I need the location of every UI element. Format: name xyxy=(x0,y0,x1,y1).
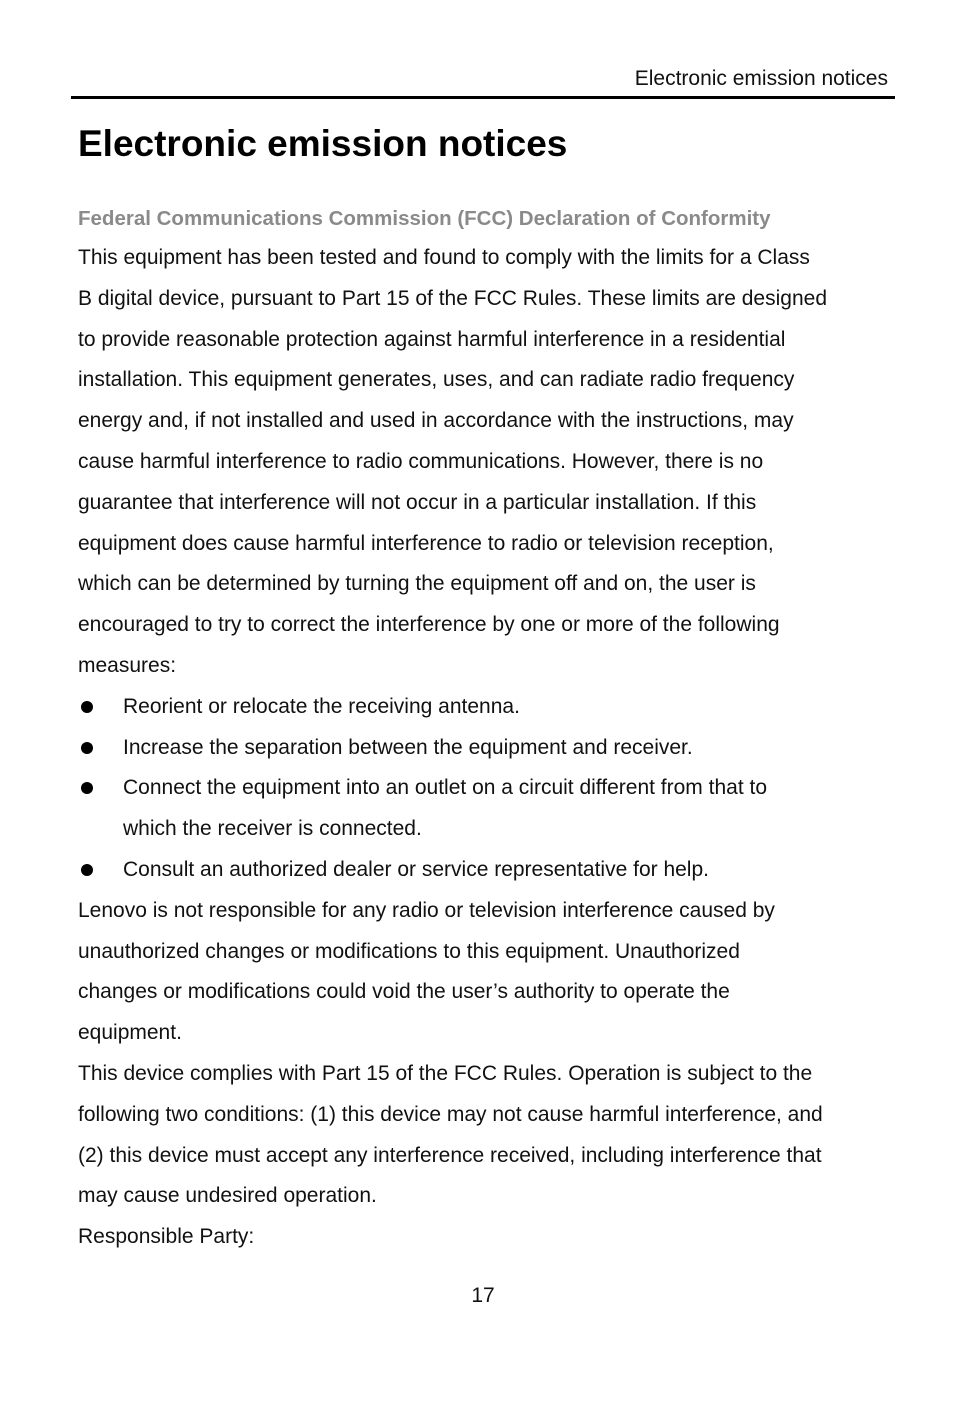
compliance-paragraph xyxy=(78,1054,898,1217)
text-line: encouraged to try to correct the interference by one or more of the following xyxy=(78,613,780,637)
text-line: (2) this device must accept any interference received, including interference that xyxy=(78,1143,822,1167)
text-line: which can be determined by turning the equipment off and on, the user is xyxy=(78,572,756,596)
bullet-icon xyxy=(81,864,93,876)
text-line: guarantee that interference will not occur in a particular installation. If this xyxy=(78,490,757,514)
list-item xyxy=(78,687,898,728)
list-item-text: which the receiver is connected. xyxy=(123,817,422,841)
text-line: to provide reasonable protection against harmful interference in a residential xyxy=(78,327,786,351)
page-title: Electronic emission notices xyxy=(78,123,568,164)
page-content xyxy=(78,118,898,1258)
list-item-text: Connect the equipment into an outlet on a circuit different from that to xyxy=(123,776,767,800)
text-line: B digital device, pursuant to Part 15 of the FCC Rules. These limits are designed xyxy=(78,286,827,310)
text-line: Lenovo is not responsible for any radio or television interference caused by xyxy=(78,898,775,922)
bullet-icon xyxy=(81,742,93,754)
list-item xyxy=(78,850,898,891)
intro-paragraph xyxy=(78,238,898,687)
text-line: This equipment has been tested and found to comply with the limits for a Class xyxy=(78,246,810,269)
text-line: unauthorized changes or modifications to this equipment. Unauthorized xyxy=(78,939,740,963)
measures-list xyxy=(78,687,898,891)
text-line: equipment. xyxy=(78,1021,182,1045)
bullet-icon xyxy=(81,701,93,713)
text-line: following two conditions: (1) this device may not cause harmful interference, and xyxy=(78,1102,823,1126)
text-line: installation. This equipment generates, uses, and can radiate radio frequency xyxy=(78,368,795,392)
text-line: energy and, if not installed and used in accordance with the instructions, may xyxy=(78,409,794,433)
text-line: measures: xyxy=(78,653,177,677)
text-line: equipment does cause harmful interference to radio or television reception, xyxy=(78,531,774,555)
lenovo-disclaimer-paragraph xyxy=(78,891,898,1054)
bullet-icon xyxy=(81,782,93,794)
text-line: may cause undesired operation. xyxy=(78,1184,377,1208)
text-line: changes or modifications could void the user’s authority to operate the xyxy=(78,980,730,1004)
page-number: 17 xyxy=(471,1284,495,1307)
header-rule xyxy=(71,96,895,99)
list-item-text: Consult an authorized dealer or service representative for help. xyxy=(123,857,709,881)
list-item xyxy=(78,728,898,769)
responsible-party-label: Responsible Party: xyxy=(78,1225,255,1249)
list-item-text: Increase the separation between the equipment and receiver. xyxy=(123,735,693,759)
list-item xyxy=(78,768,898,850)
text-line: cause harmful interference to radio communications. However, there is no xyxy=(78,449,764,473)
section-heading: Federal Communications Commission (FCC) Declaration of Conformity xyxy=(78,207,771,230)
running-header: Electronic emission notices xyxy=(634,67,888,90)
list-item-text: Reorient or relocate the receiving antenna. xyxy=(123,694,520,718)
text-line: This device complies with Part 15 of the FCC Rules. Operation is subject to the xyxy=(78,1061,813,1085)
